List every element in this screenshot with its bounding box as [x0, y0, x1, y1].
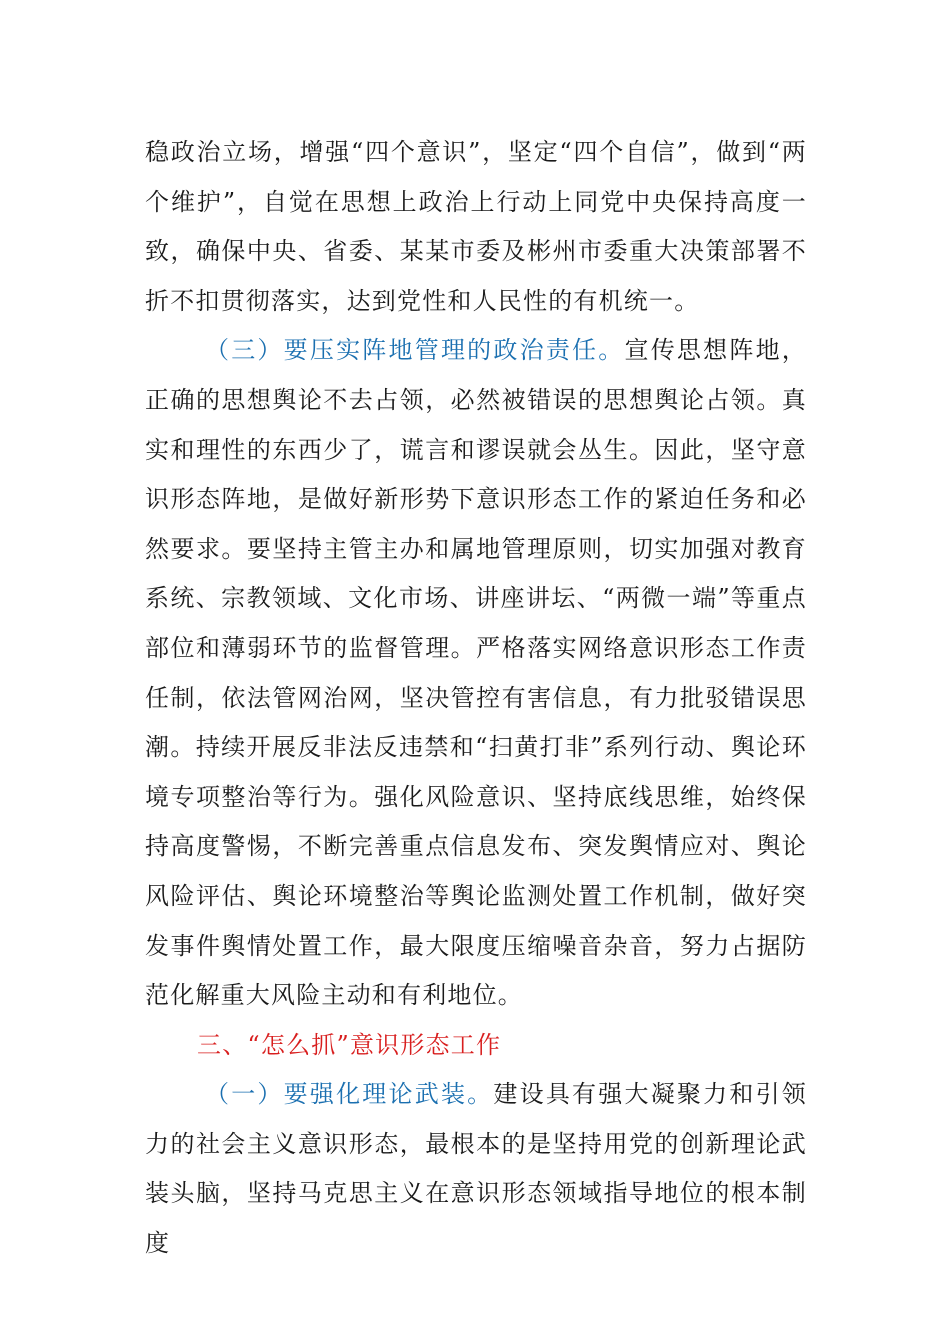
document-body	[145, 128, 807, 1269]
subheading-3: （三）要压实阵地管理的政治责任。	[205, 336, 625, 365]
section-heading-3: 三、“怎么抓”意识形态工作	[197, 1030, 502, 1059]
paragraph-text: 宣传思想阵地，正确的思想舆论不去占领，必然被错误的思想舆论占领。真实和理性的东西少了，谎言和谬误就会丛生。因此，坚守意识形态阵地，是做好新形势下意识形态工作的紧迫任务和必然要求。要坚持主管主办和属地管理原则，切实加强对教育系统、宗教领域、文化市场、讲座讲坛、“两微一端”等重点部位和薄弱环节的监督管理。严格落实网络意识形态工作责任制，依法管网治网，坚决管控有害信息，有力批驳错误思潮。持续开展反非法反违禁和“扫黄打非”系列行动、舆论环境专项整治等行为。强化风险意识、坚持底线思维，始终保持高度警惕，不断完善重点信息发布、突发舆情应对、舆论风险评估、舆论环境整治等舆论监测处置工作机制，做好突发事件舆情处置工作，最大限度压缩噪音杂音，努力占据防范化解重大风险主动和有利地位。	[145, 336, 807, 1010]
paragraph-position-management	[145, 326, 807, 1020]
subheading-1: （一）要强化理论武装。	[205, 1080, 494, 1109]
paragraph-political-stance	[145, 128, 807, 326]
paragraph-theory-armament	[145, 1070, 807, 1268]
paragraph-text: 建设具有强大凝聚力和引领力的社会主义意识形态，最根本的是坚持用党的创新理论武装头脑，坚持马克思主义在意识形态领域指导地位的根本制度	[145, 1080, 808, 1258]
paragraph-text: 稳政治立场，增强“四个意识”，坚定“四个自信”，做到“两个维护”，自觉在思想上政治上行动上同党中央保持高度一致，确保中央、省委、某某市委及彬州市委重大决策部署不折不扣贯彻落实，达到党性和人民性的有机统一。	[145, 138, 807, 315]
